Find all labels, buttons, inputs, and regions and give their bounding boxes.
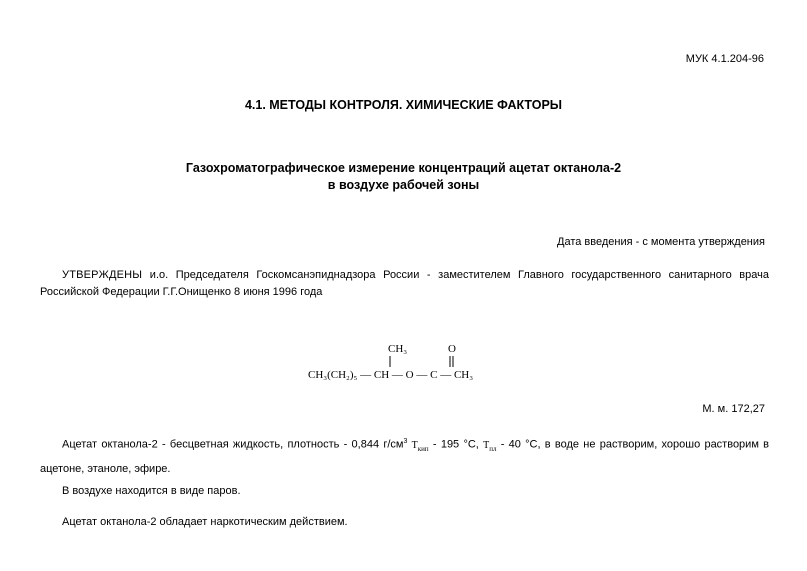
approval-text: и.о. Председателя Госкомсанэпиднадзора России - заместителем Главного государственного санитарного врача Российской Федерации Г.Г.Онищенко 8 июня 1996 года — [40, 269, 769, 298]
vapor-paragraph: В воздухе находится в виде паров. — [62, 485, 241, 497]
formula-top-o: O — [448, 343, 456, 355]
properties-text-1: Ацетат октанола-2 - бесцветная жидкость, плотность - 0,844 г/см — [62, 438, 404, 451]
melting-point-symbol: $T_{пл}$ — [483, 439, 497, 453]
density-unit-superscript: 3 — [403, 438, 408, 445]
document-title — [0, 160, 807, 194]
properties-text-3: - 40 °С, в воде не растворим, хорошо растворим в ацетоне, этаноле, эфире. — [40, 438, 769, 475]
introduction-date: Дата введения - с момента утверждения — [557, 236, 765, 248]
formula-top-ch3: CH₃ — [388, 343, 408, 355]
narcotic-paragraph: Ацетат октанола-2 обладает наркотическим действием. — [62, 516, 348, 528]
properties-text-2: - 195 °С, — [428, 438, 484, 451]
section-title: 4.1. МЕТОДЫ КОНТРОЛЯ. ХИМИЧЕСКИЕ ФАКТОРЫ — [244, 98, 563, 112]
molar-mass: М. м. 172,27 — [702, 403, 765, 415]
structural-formula — [308, 343, 508, 385]
document-title-line-1: Газохроматографическое измерение концентраций ацетат октанола-2 — [185, 161, 622, 175]
document-code: МУК 4.1.204-96 — [685, 53, 764, 65]
approval-paragraph — [40, 267, 769, 301]
properties-paragraph — [40, 432, 769, 479]
boiling-point-symbol: $T_{кип}$ — [411, 439, 429, 453]
approval-lead: УТВЕРЖДЕНЫ — [62, 269, 143, 281]
formula-chain: CH₃(CH₂)₅ — CH — O — C — CH₃ — [308, 369, 474, 381]
document-title-line-2: в воздухе рабочей зоны — [327, 178, 480, 192]
